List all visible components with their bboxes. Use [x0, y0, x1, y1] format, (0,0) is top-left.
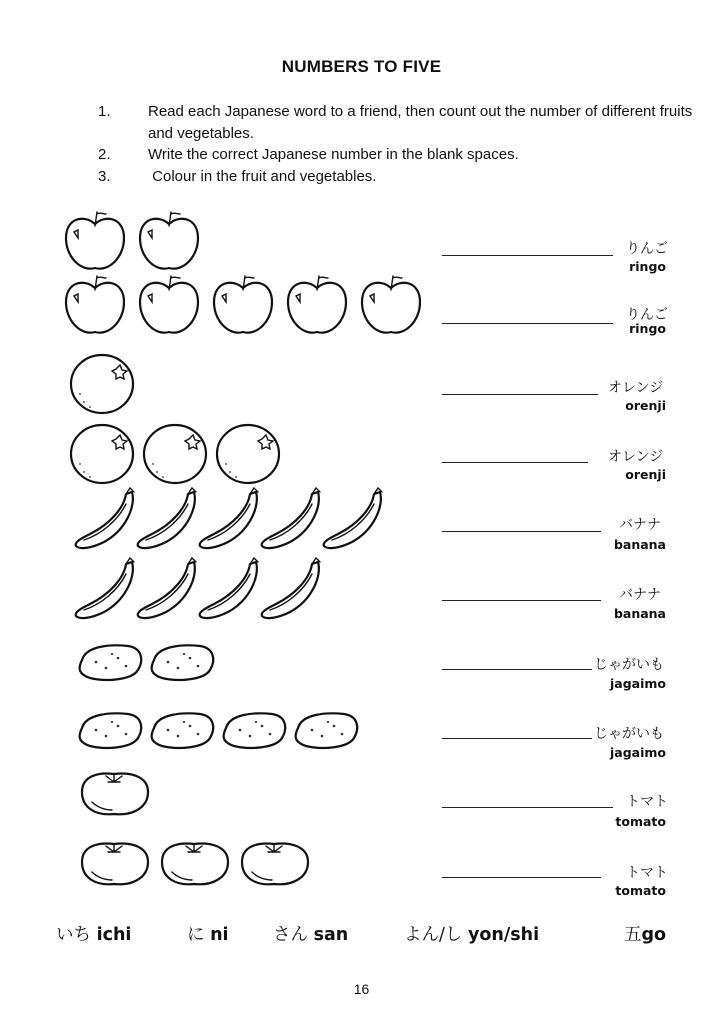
row-apples-1	[0, 208, 723, 278]
potato-icon	[148, 708, 216, 772]
orange-icon	[216, 424, 280, 488]
japanese-word: トマト	[626, 794, 668, 810]
orange-icons	[0, 352, 440, 422]
page-number: 16	[353, 981, 370, 997]
tomato-icon	[78, 838, 150, 902]
number-key-item	[187, 921, 229, 946]
apple-icon	[358, 274, 424, 338]
row-bananas-1	[0, 490, 723, 560]
japanese-word: じゃがいも	[594, 726, 664, 742]
banana-icon	[136, 490, 198, 554]
japanese-word: オレンジ	[608, 380, 664, 396]
banana-icons	[0, 490, 440, 560]
page-title: NUMBERS TO FIVE	[281, 57, 442, 76]
number-romaji: ni	[210, 925, 229, 945]
apple-icon	[284, 274, 350, 338]
instruction-number: 1.	[98, 103, 111, 120]
japanese-word: バナナ	[619, 587, 661, 603]
japanese-word: りんご	[626, 307, 668, 323]
potato-icon	[76, 708, 144, 772]
number-romaji: yon/shi	[467, 925, 540, 945]
banana-icon	[322, 490, 384, 554]
row-tomatoes-2	[0, 838, 723, 908]
apple-icon	[136, 210, 202, 274]
japanese-word: じゃがいも	[594, 657, 664, 673]
orange-icon	[143, 424, 207, 488]
number-kana: 五	[624, 925, 642, 945]
answer-blank[interactable]	[442, 531, 601, 532]
banana-icon	[198, 490, 260, 554]
romaji-word: orenji	[625, 398, 666, 413]
row-potatoes-2	[0, 700, 723, 770]
row-apples-2	[0, 272, 723, 342]
romaji-word: banana	[613, 606, 666, 621]
banana-icon	[260, 560, 322, 624]
number-kana: よん/し	[404, 925, 463, 945]
banana-icon	[74, 560, 136, 624]
potato-icon	[76, 640, 144, 704]
number-kana: さん	[273, 925, 308, 945]
romaji-word: jagaimo	[610, 676, 666, 691]
instruction-item	[98, 166, 698, 188]
potato-icon	[292, 708, 360, 772]
instruction-text: Colour in the fruit and vegetables.	[148, 167, 377, 185]
apple-icons	[0, 208, 440, 278]
answer-blank[interactable]	[442, 600, 601, 601]
apple-icon	[136, 274, 202, 338]
answer-blank[interactable]	[442, 669, 592, 670]
tomato-icons	[0, 838, 440, 908]
apple-icon	[62, 210, 128, 274]
instructions-list	[98, 101, 698, 187]
potato-icons	[0, 700, 440, 770]
romaji-word: ringo	[629, 321, 666, 336]
romaji-word: banana	[613, 537, 666, 552]
answer-blank[interactable]	[442, 807, 613, 808]
number-key-item	[404, 921, 539, 946]
japanese-word: トマト	[626, 865, 668, 881]
number-key-item	[624, 921, 666, 946]
number-key	[0, 921, 723, 951]
potato-icon	[220, 708, 288, 772]
apple-icons	[0, 272, 440, 342]
potato-icons	[0, 632, 440, 702]
romaji-word: orenji	[625, 467, 666, 482]
row-oranges-1	[0, 352, 723, 422]
instruction-item	[98, 144, 698, 166]
banana-icon	[260, 490, 322, 554]
number-romaji: ichi	[96, 925, 132, 945]
banana-icon	[136, 560, 198, 624]
number-romaji: san	[313, 925, 349, 945]
row-potatoes-1	[0, 632, 723, 702]
row-tomatoes-1	[0, 768, 723, 838]
instruction-text: Read each Japanese word to a friend, then count out the number of different fruits and vegetables.	[148, 103, 693, 142]
instruction-number: 2.	[98, 146, 111, 163]
number-romaji: go	[641, 925, 667, 945]
number-key-item	[56, 921, 131, 946]
row-bananas-2	[0, 560, 723, 630]
banana-icon	[198, 560, 260, 624]
romaji-word: tomato	[615, 814, 666, 829]
answer-blank[interactable]	[442, 738, 592, 739]
tomato-icon	[78, 768, 150, 832]
answer-blank[interactable]	[442, 462, 588, 463]
number-kana: いち	[56, 925, 91, 945]
orange-icon	[70, 354, 134, 418]
instruction-text: Write the correct Japanese number in the blank spaces.	[148, 146, 519, 163]
row-oranges-2	[0, 422, 723, 492]
japanese-word: バナナ	[619, 517, 661, 533]
apple-icon	[62, 274, 128, 338]
japanese-word: オレンジ	[608, 449, 664, 465]
banana-icon	[74, 490, 136, 554]
number-key-item	[273, 921, 348, 946]
instruction-number: 3.	[98, 167, 111, 185]
potato-icon	[148, 640, 216, 704]
romaji-word: ringo	[629, 259, 666, 274]
banana-icons	[0, 560, 440, 630]
romaji-word: jagaimo	[610, 745, 666, 760]
answer-blank[interactable]	[442, 323, 613, 324]
answer-blank[interactable]	[442, 255, 613, 256]
orange-icon	[70, 424, 134, 488]
number-kana: に	[187, 925, 205, 945]
tomato-icon	[158, 838, 230, 902]
answer-blank[interactable]	[442, 394, 598, 395]
apple-icon	[210, 274, 276, 338]
tomato-icons	[0, 768, 440, 838]
tomato-icon	[238, 838, 310, 902]
japanese-word: りんご	[626, 241, 668, 257]
instruction-item	[98, 101, 698, 144]
orange-icons	[0, 422, 440, 492]
romaji-word: tomato	[615, 883, 666, 898]
answer-blank[interactable]	[442, 877, 601, 878]
